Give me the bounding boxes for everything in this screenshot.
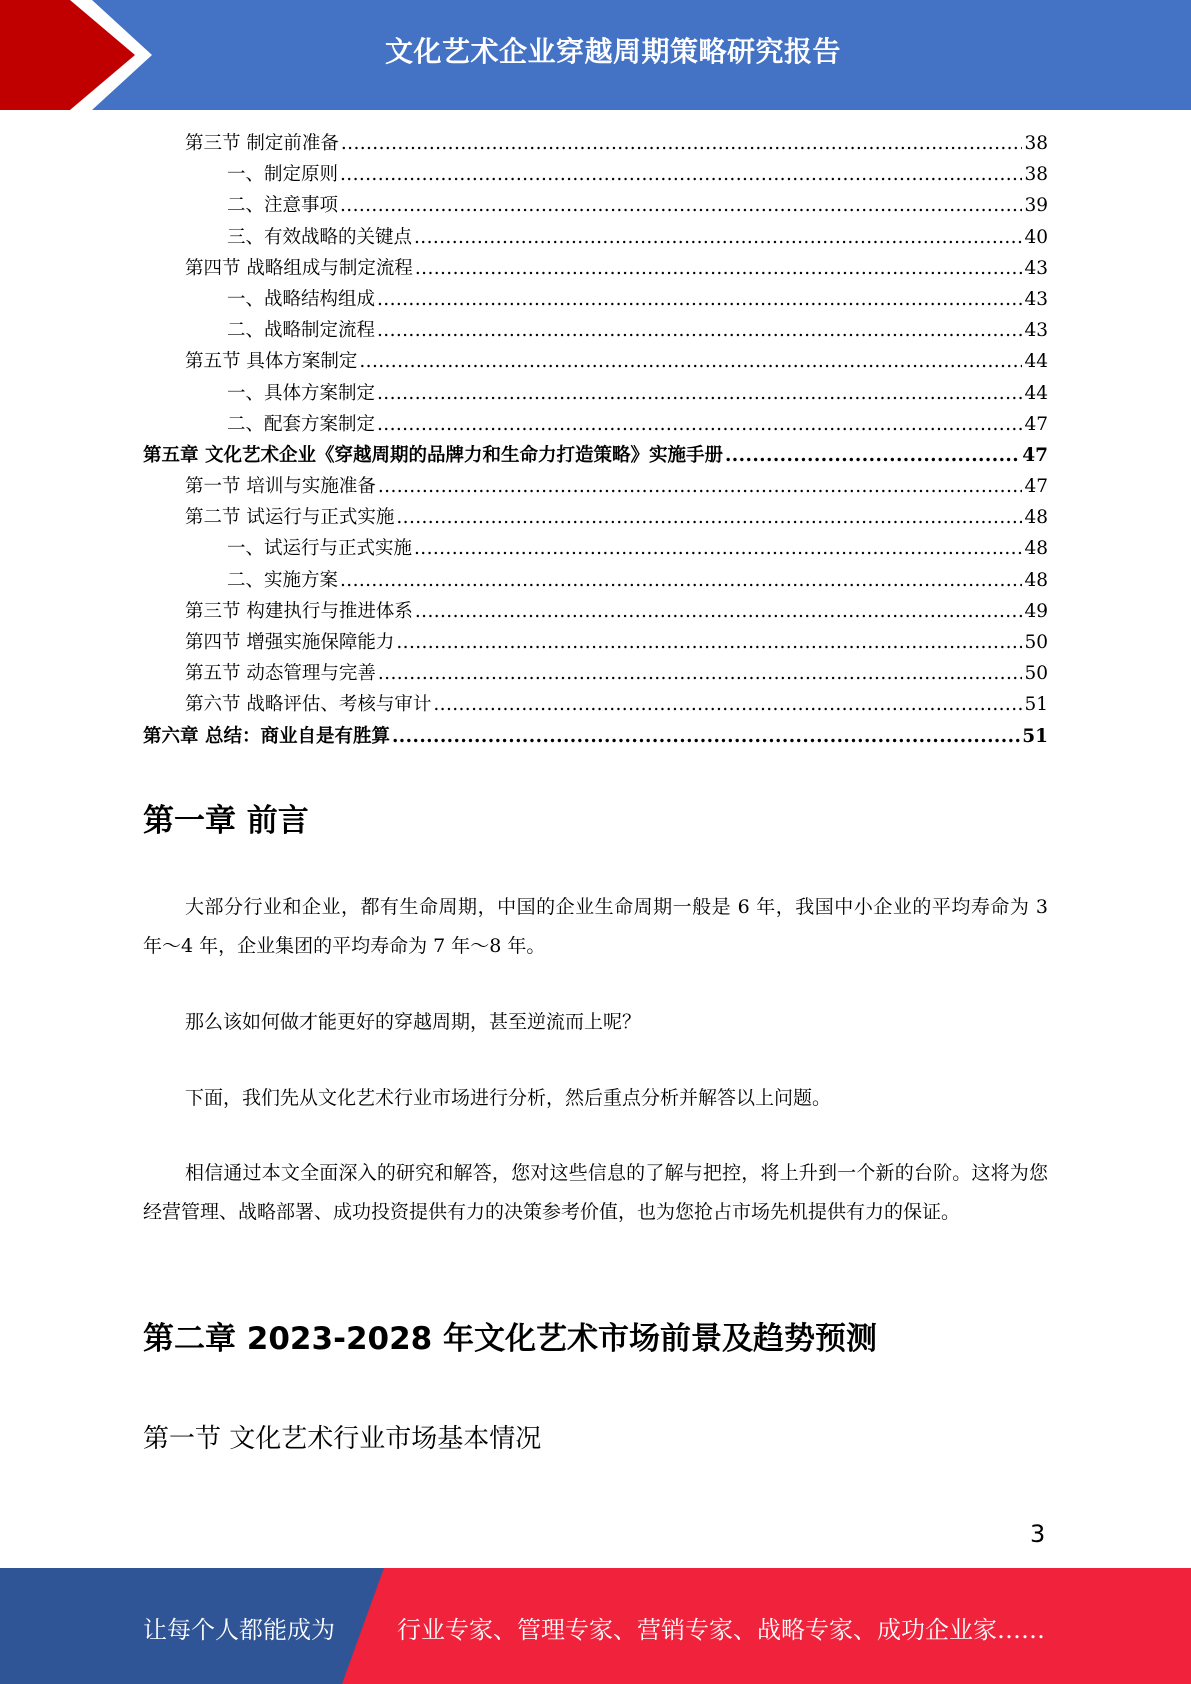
toc-entry[interactable]	[143, 378, 1048, 409]
toc-entry-page: 38	[1024, 133, 1048, 154]
toc-entry-page: 40	[1024, 226, 1048, 248]
toc-entry[interactable]	[143, 565, 1048, 596]
toc-entry-label: 二、战略制定流程	[227, 320, 376, 342]
toc-entry-page: 48	[1024, 538, 1048, 560]
table-of-contents	[143, 128, 1048, 752]
toc-entry[interactable]	[143, 658, 1048, 689]
toc-leader-dots	[341, 128, 1023, 159]
toc-entry-label: 第五节 具体方案制定	[185, 351, 358, 373]
toc-entry[interactable]	[143, 440, 1048, 471]
toc-entry-page: 50	[1024, 663, 1048, 685]
toc-entry-label: 第二节 试运行与正式实施	[185, 507, 395, 529]
footer-slogan-right: 行业专家、管理专家、营销专家、战略专家、成功企业家……	[397, 1616, 1045, 1644]
toc-leader-dots	[377, 409, 1022, 440]
toc-entry[interactable]	[143, 409, 1048, 440]
page-header	[0, 0, 1191, 110]
toc-entry-page: 38	[1024, 164, 1048, 186]
report-title: 文化艺术企业穿越周期策略研究报告	[384, 35, 841, 68]
toc-entry-label: 第五章 文化艺术企业《穿越周期的品牌力和生命力打造策略》实施手册	[143, 444, 723, 466]
toc-entry[interactable]	[143, 346, 1048, 377]
toc-entry-label: 第五节 动态管理与完善	[185, 663, 376, 685]
toc-leader-dots	[414, 222, 1022, 253]
toc-leader-dots	[414, 533, 1022, 564]
toc-entry[interactable]	[143, 471, 1048, 502]
toc-entry-label: 一、具体方案制定	[227, 382, 376, 404]
paragraph-3: 下面，我们先从文化艺术行业市场进行分析，然后重点分析并解答以上问题。	[185, 1087, 832, 1109]
toc-leader-dots	[378, 471, 1023, 502]
toc-entry-page: 43	[1024, 320, 1048, 342]
toc-entry-label: 第四节 增强实施保障能力	[185, 632, 395, 653]
toc-entry[interactable]	[143, 190, 1048, 221]
toc-leader-dots	[378, 658, 1023, 689]
toc-entry-page: 43	[1024, 257, 1048, 279]
page-footer	[0, 1568, 1191, 1684]
toc-entry-label: 一、战略结构组成	[227, 288, 376, 310]
paragraph-4: 相信通过本文全面深入的研究和解答，您对这些信息的了解与把控，将上升到一个新的台阶。这将为您经营管理、战略部署、成功投资提供有力的决策参考价值，也为您抢占市场先机提供有力的保证。	[143, 1162, 1048, 1223]
toc-entry-label: 第三节 构建执行与推进体系	[185, 600, 413, 622]
toc-entry-label: 一、试运行与正式实施	[227, 538, 413, 560]
footer-slogan-left: 让每个人都能成为	[143, 1616, 335, 1644]
toc-entry[interactable]	[143, 721, 1048, 752]
page-number: 3	[1030, 1520, 1046, 1548]
toc-leader-dots	[725, 440, 1020, 471]
paragraph-2: 那么该如何做才能更好的穿越周期，甚至逆流而上呢？	[185, 1011, 642, 1033]
toc-entry-page: 39	[1024, 195, 1048, 217]
toc-entry[interactable]	[143, 315, 1048, 346]
toc-leader-dots	[415, 596, 1023, 627]
toc-leader-dots	[415, 253, 1023, 284]
toc-leader-dots	[340, 159, 1022, 190]
toc-entry-label: 第六节 战略评估、考核与审计	[185, 694, 432, 716]
section-1-heading: 第一节 文化艺术行业市场基本情况	[143, 1424, 542, 1454]
paragraph-1: 大部分行业和企业，都有生命周期，中国的企业生命周期一般是 6 年，我国中小企业的平均寿命为 3 年～4 年，企业集团的平均寿命为 7 年～8 年。	[143, 896, 1048, 957]
toc-entry-label: 第三节 制定前准备	[185, 133, 339, 154]
toc-leader-dots	[392, 721, 1020, 752]
toc-entry[interactable]	[143, 128, 1048, 159]
toc-entry-page: 44	[1024, 351, 1048, 373]
toc-leader-dots	[433, 689, 1022, 720]
toc-entry[interactable]	[143, 222, 1048, 253]
toc-entry[interactable]	[143, 159, 1048, 190]
toc-entry[interactable]	[143, 284, 1048, 315]
toc-leader-dots	[396, 502, 1022, 533]
toc-entry-label: 二、配套方案制定	[227, 413, 376, 435]
toc-leader-dots	[340, 565, 1022, 596]
toc-entry-page: 43	[1024, 288, 1048, 310]
toc-entry[interactable]	[143, 689, 1048, 720]
toc-entry[interactable]	[143, 502, 1048, 533]
chapter-1-heading: 第一章 前言	[143, 803, 309, 839]
toc-leader-dots	[359, 346, 1022, 377]
toc-entry[interactable]	[143, 596, 1048, 627]
toc-entry-page: 51	[1022, 725, 1048, 747]
toc-entry-page: 47	[1024, 413, 1048, 435]
toc-entry-label: 二、实施方案	[227, 569, 339, 591]
toc-leader-dots	[377, 315, 1022, 346]
toc-entry[interactable]	[143, 253, 1048, 284]
toc-entry[interactable]	[143, 533, 1048, 564]
toc-entry-page: 50	[1024, 632, 1048, 653]
toc-entry-label: 三、有效战略的关键点	[227, 226, 413, 248]
toc-leader-dots	[377, 378, 1022, 409]
toc-entry-label: 第六章 总结：商业自是有胜算	[143, 725, 390, 747]
toc-entry-page: 49	[1024, 600, 1048, 622]
toc-entry-label: 二、注意事项	[227, 195, 339, 217]
toc-entry-page: 48	[1024, 569, 1048, 591]
toc-entry-label: 第一节 培训与实施准备	[185, 476, 376, 498]
toc-leader-dots	[396, 627, 1022, 658]
toc-entry[interactable]	[143, 627, 1048, 658]
toc-entry-page: 51	[1024, 694, 1048, 716]
toc-leader-dots	[377, 284, 1022, 315]
chapter-2-heading: 第二章 2023-2028 年文化艺术市场前景及趋势预测	[143, 1321, 878, 1357]
toc-leader-dots	[340, 190, 1022, 221]
toc-entry-page: 48	[1024, 507, 1048, 529]
toc-entry-page: 47	[1024, 476, 1048, 498]
toc-entry-label: 一、制定原则	[227, 164, 339, 186]
toc-entry-label: 第四节 战略组成与制定流程	[185, 257, 413, 279]
toc-entry-page: 47	[1022, 444, 1048, 466]
toc-entry-page: 44	[1024, 382, 1048, 404]
